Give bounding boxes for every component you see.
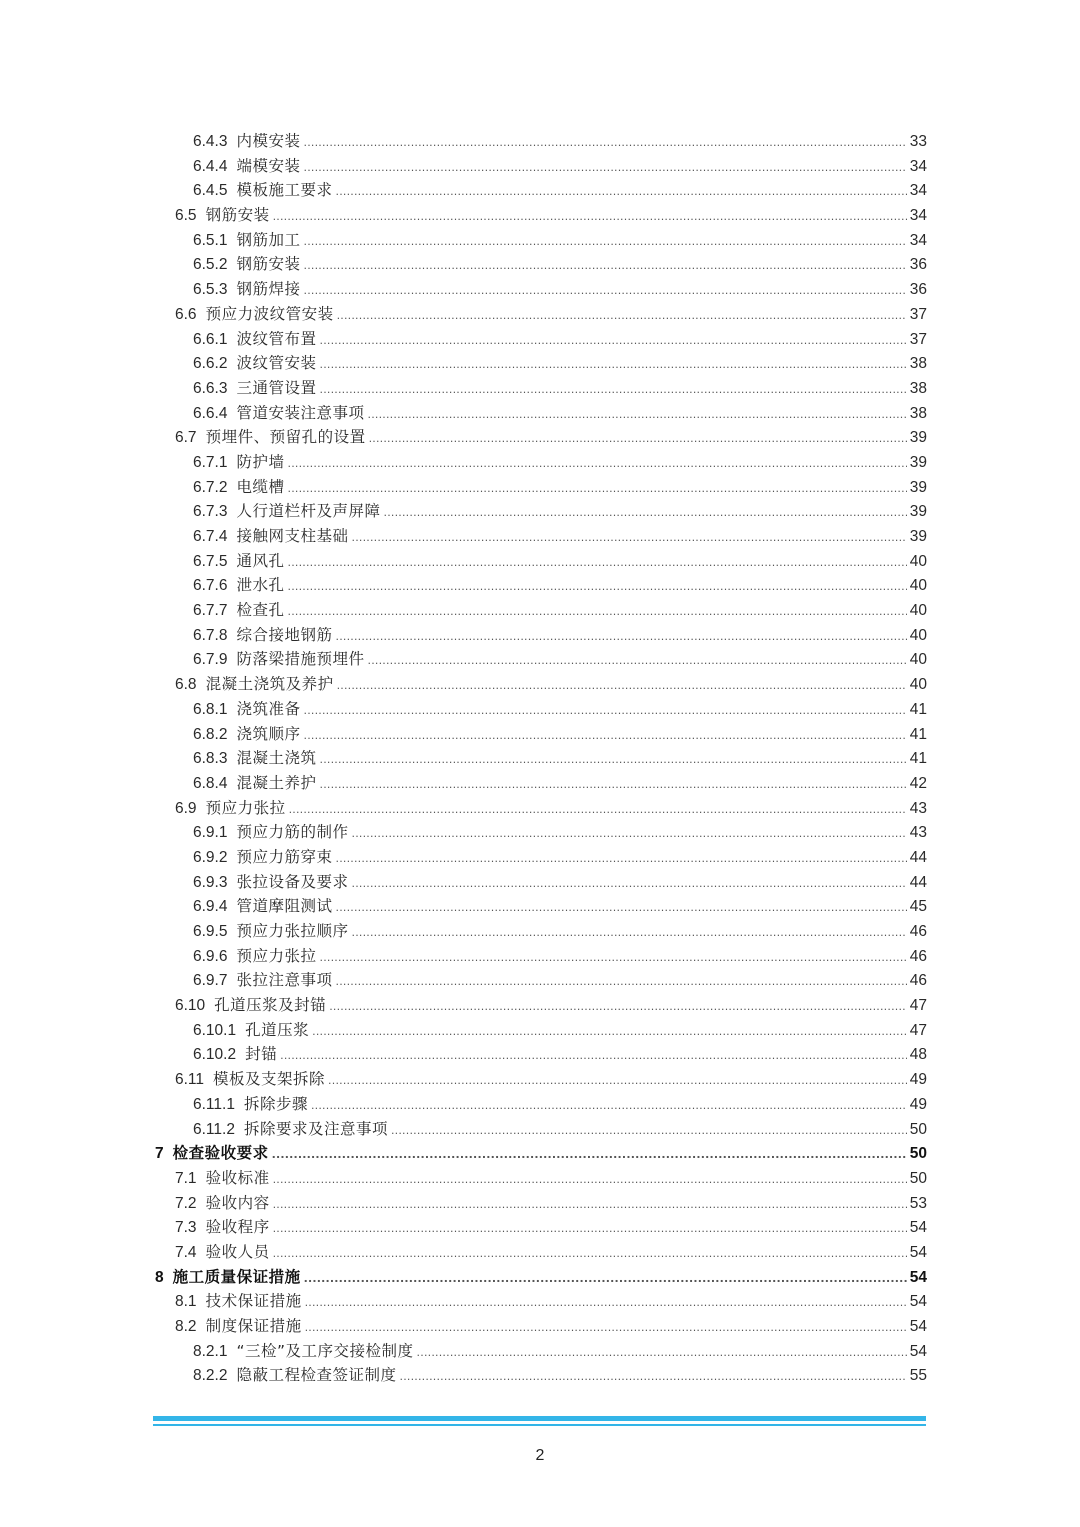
toc-leader-dots <box>304 1267 907 1292</box>
toc-entry-title: 钢筋安装 <box>205 206 270 225</box>
toc-leader-dots <box>320 773 907 798</box>
toc-entry-page: 55 <box>909 1367 927 1385</box>
toc-leader-dots <box>369 427 907 452</box>
toc-entry-number: 7 <box>155 1145 164 1163</box>
toc-entry-number: 7.3 <box>175 1219 197 1237</box>
toc-entry-page: 36 <box>909 256 927 274</box>
toc-entry-page: 34 <box>909 231 927 249</box>
toc-entry-page: 54 <box>909 1318 927 1335</box>
toc-entry-number: 7.1 <box>175 1169 197 1187</box>
toc-entry[interactable] <box>155 1240 927 1265</box>
toc-entry-title: 预应力张拉顺序 <box>236 922 349 940</box>
toc-entry-title: 验收标准 <box>205 1168 270 1187</box>
toc-entry-number: 6.6.4 <box>193 404 228 422</box>
toc-entry-number: 6.10.1 <box>193 1021 237 1039</box>
toc-entry[interactable] <box>155 573 927 598</box>
toc-entry-page: 33 <box>909 133 927 150</box>
toc-leader-dots <box>304 230 907 255</box>
toc-entry-number: 8.1 <box>175 1293 197 1311</box>
toc-entry-title: 混凝土浇筑及养护 <box>205 675 334 694</box>
toc-entry-page: 47 <box>909 997 927 1015</box>
toc-entry-number: 6.7.3 <box>193 503 228 521</box>
toc-entry[interactable] <box>155 1339 927 1364</box>
toc-entry-title: 张拉注意事项 <box>236 971 333 990</box>
toc-entry-page: 38 <box>909 355 927 373</box>
toc-entry-number: 7.2 <box>175 1194 197 1212</box>
toc-entry-title: 端模安装 <box>236 156 301 175</box>
toc-entry[interactable] <box>155 672 927 697</box>
toc-entry-page: 40 <box>909 676 927 694</box>
toc-entry-page: 34 <box>909 157 927 175</box>
toc-entry-page: 36 <box>909 281 927 299</box>
toc-entry[interactable] <box>155 1018 927 1043</box>
toc-entry[interactable] <box>155 425 927 450</box>
toc-leader-dots <box>328 1069 907 1094</box>
toc-leader-dots <box>304 254 907 279</box>
toc-entry[interactable] <box>155 647 927 672</box>
toc-entry-number: 6.5.2 <box>193 256 228 274</box>
toc-entry-title: 钢筋焊接 <box>236 280 301 299</box>
toc-leader-dots <box>337 304 907 329</box>
toc-entry-number: 6.7.2 <box>193 478 228 496</box>
toc-leader-dots <box>312 1020 907 1045</box>
toc-leader-dots <box>320 748 907 773</box>
toc-entry-title: 混凝土浇筑 <box>236 749 317 768</box>
toc-leader-dots <box>273 1168 907 1193</box>
toc-entry-number: 6.9.1 <box>193 824 228 842</box>
toc-entry[interactable] <box>155 598 927 623</box>
toc-entry-title: 预应力筋的制作 <box>236 823 349 842</box>
toc-entry-page: 54 <box>909 1342 927 1360</box>
toc-entry-number: 6.9.7 <box>193 972 228 990</box>
toc-entry-page: 46 <box>909 972 927 990</box>
toc-entry[interactable] <box>155 919 927 944</box>
toc-entry-title: 三通管设置 <box>236 378 317 397</box>
toc-entry-page: 44 <box>909 873 927 891</box>
toc-entry-number: 8.2.2 <box>193 1367 228 1385</box>
toc-leader-dots <box>273 1193 907 1218</box>
toc-entry[interactable] <box>155 376 927 401</box>
toc-entry-title: 波纹管布置 <box>236 329 317 348</box>
toc-entry-number: 6.7.4 <box>193 528 228 545</box>
toc-entry-title: 验收程序 <box>205 1218 270 1237</box>
toc-entry-title: 封锚 <box>245 1045 278 1064</box>
toc-entry[interactable] <box>155 1314 927 1339</box>
toc-leader-dots <box>304 131 907 156</box>
toc-entry-number: 8.2.1 <box>193 1342 228 1360</box>
toc-leader-dots <box>417 1341 907 1366</box>
toc-entry-number: 8 <box>155 1268 164 1286</box>
toc-entry[interactable] <box>155 1067 927 1092</box>
toc-entry-title: 波纹管安装 <box>236 354 317 373</box>
toc-entry-title: 预埋件、预留孔的设置 <box>205 428 366 447</box>
toc-entry[interactable] <box>155 1215 927 1240</box>
toc-entry-title: 预应力筋穿束 <box>236 847 333 866</box>
table-of-contents <box>155 129 927 1388</box>
toc-entry-title: 技术保证措施 <box>205 1292 302 1311</box>
toc-leader-dots <box>305 1291 907 1316</box>
toc-entry-number: 6.9.6 <box>193 947 228 965</box>
toc-leader-dots <box>368 649 907 674</box>
toc-entry-page: 39 <box>909 453 927 471</box>
toc-entry[interactable] <box>155 1166 927 1191</box>
toc-leader-dots <box>320 378 907 403</box>
toc-entry-title: 孔道压浆及封锚 <box>214 996 327 1015</box>
toc-entry-title: 制度保证措施 <box>205 1317 302 1335</box>
toc-entry-title: 检查孔 <box>236 601 285 620</box>
toc-entry-page: 40 <box>909 626 927 644</box>
toc-leader-dots <box>288 551 907 576</box>
toc-entry[interactable] <box>155 968 927 993</box>
toc-entry-page: 39 <box>909 528 927 545</box>
toc-entry[interactable] <box>155 450 927 475</box>
toc-entry-title: 泄水孔 <box>236 576 285 595</box>
toc-entry-title: 拆除要求及注意事项 <box>243 1119 388 1138</box>
toc-entry-page: 41 <box>909 700 927 718</box>
toc-entry-title: 内模安装 <box>236 132 301 150</box>
toc-entry-title: “三检”及工序交接检制度 <box>236 1341 414 1360</box>
toc-entry-title: 管道安装注意事项 <box>236 403 365 422</box>
toc-entry-page: 39 <box>909 429 927 447</box>
toc-leader-dots <box>280 1044 907 1069</box>
toc-entry-number: 6.7 <box>175 429 197 447</box>
toc-entry-title: 预应力张拉 <box>236 946 317 965</box>
toc-entry[interactable] <box>155 820 927 845</box>
toc-entry-title: 隐蔽工程检查签证制度 <box>236 1366 397 1385</box>
toc-entry-number: 6.11 <box>175 1071 205 1089</box>
toc-entry[interactable] <box>155 277 927 302</box>
toc-entry-title: 接触网支柱基础 <box>236 527 349 545</box>
toc-entry[interactable] <box>155 1092 927 1117</box>
toc-entry-number: 6.8.4 <box>193 774 228 792</box>
toc-leader-dots <box>273 205 907 230</box>
toc-entry-title: 电缆槽 <box>236 477 285 496</box>
toc-entry[interactable] <box>155 944 927 969</box>
toc-entry-page: 53 <box>909 1194 927 1212</box>
page-number: 2 <box>535 1447 545 1464</box>
toc-entry-page: 41 <box>909 725 927 743</box>
toc-entry[interactable] <box>155 993 927 1018</box>
toc-leader-dots <box>320 353 907 378</box>
toc-leader-dots <box>336 625 907 650</box>
toc-entry-number: 7.4 <box>175 1243 197 1261</box>
toc-entry-page: 48 <box>909 1046 927 1064</box>
toc-leader-dots <box>288 452 907 477</box>
toc-entry-title: 预应力张拉 <box>205 798 286 817</box>
toc-entry[interactable] <box>155 154 927 179</box>
toc-entry-page: 43 <box>909 799 927 817</box>
toc-entry-number: 6.7.9 <box>193 651 228 669</box>
toc-entry-page: 38 <box>909 404 927 422</box>
toc-entry-page: 42 <box>909 774 927 792</box>
toc-entry[interactable] <box>155 129 927 154</box>
toc-entry-number: 6.7.6 <box>193 577 228 595</box>
toc-entry-number: 6.7.8 <box>193 626 228 644</box>
toc-entry-number: 6.7.1 <box>193 453 228 471</box>
toc-leader-dots <box>352 526 907 551</box>
toc-entry-number: 6.5.3 <box>193 281 228 299</box>
toc-entry-title: 混凝土养护 <box>236 773 317 792</box>
toc-entry[interactable] <box>155 524 927 549</box>
toc-leader-dots <box>352 822 907 847</box>
toc-entry-title: 通风孔 <box>236 551 285 570</box>
toc-entry[interactable] <box>155 845 927 870</box>
toc-entry[interactable] <box>155 252 927 277</box>
toc-leader-dots <box>305 1316 907 1341</box>
toc-entry[interactable] <box>155 228 927 253</box>
toc-entry-title: 孔道压浆 <box>245 1020 310 1039</box>
toc-entry-page: 38 <box>909 379 927 397</box>
toc-entry[interactable] <box>155 178 927 203</box>
toc-leader-dots <box>368 403 907 428</box>
toc-entry-number: 6.5 <box>175 207 197 225</box>
toc-entry-number: 6.7.7 <box>193 602 228 620</box>
toc-entry-page: 49 <box>909 1071 927 1089</box>
toc-entry-page: 41 <box>909 750 927 768</box>
toc-leader-dots <box>272 1143 907 1168</box>
toc-entry-title: 张拉设备及要求 <box>236 872 349 891</box>
toc-entry-number: 6.9.4 <box>193 898 228 916</box>
toc-entry-title: 施工质量保证措施 <box>172 1267 301 1286</box>
toc-leader-dots <box>304 279 907 304</box>
toc-entry[interactable] <box>155 870 927 895</box>
toc-entry-page: 34 <box>909 207 927 225</box>
toc-entry-title: 浇筑准备 <box>236 699 301 718</box>
toc-entry-page: 46 <box>909 947 927 965</box>
toc-entry-page: 50 <box>909 1120 927 1138</box>
toc-entry-number: 6.10.2 <box>193 1046 237 1064</box>
toc-entry-number: 6.8.1 <box>193 700 228 718</box>
toc-entry-number: 6.9.5 <box>193 923 228 940</box>
toc-entry-title: 模板施工要求 <box>236 181 333 200</box>
toc-entry[interactable] <box>155 401 927 426</box>
toc-leader-dots <box>337 674 907 699</box>
toc-leader-dots <box>320 946 907 971</box>
toc-entry-number: 6.6.1 <box>193 330 228 348</box>
toc-leader-dots <box>288 477 907 502</box>
toc-leader-dots <box>289 798 907 823</box>
footer-rule-thick <box>153 1416 926 1421</box>
toc-leader-dots <box>329 995 907 1020</box>
toc-entry-title: 预应力波纹管安装 <box>205 304 334 323</box>
toc-entry[interactable] <box>155 1265 927 1290</box>
toc-entry[interactable] <box>155 1289 927 1314</box>
toc-entry-page: 49 <box>909 1095 927 1113</box>
toc-entry-number: 6.9.3 <box>193 873 228 891</box>
toc-entry-title: 验收内容 <box>205 1193 270 1212</box>
toc-entry-title: 防落梁措施预埋件 <box>236 650 365 669</box>
toc-entry-page: 43 <box>909 824 927 842</box>
toc-entry-page: 50 <box>909 1169 927 1187</box>
toc-entry[interactable] <box>155 697 927 722</box>
toc-entry-page: 40 <box>909 577 927 595</box>
toc-entry-page: 54 <box>909 1219 927 1237</box>
toc-leader-dots <box>352 921 907 946</box>
toc-leader-dots <box>311 1094 907 1119</box>
toc-leader-dots <box>320 329 907 354</box>
toc-entry-page: 40 <box>909 602 927 620</box>
toc-entry-number: 6.6.2 <box>193 355 228 373</box>
toc-entry[interactable] <box>155 623 927 648</box>
toc-entry-title: 模板及支架拆除 <box>213 1070 326 1089</box>
toc-entry-number: 6.11.1 <box>193 1095 235 1113</box>
toc-entry-number: 6.9 <box>175 799 197 817</box>
toc-entry-number: 6.7.5 <box>193 552 228 570</box>
toc-entry[interactable] <box>155 327 927 352</box>
toc-entry-page: 40 <box>909 651 927 669</box>
toc-entry[interactable] <box>155 203 927 228</box>
toc-entry[interactable] <box>155 1042 927 1067</box>
toc-entry-title: 钢筋安装 <box>236 255 301 274</box>
toc-entry-number: 6.8 <box>175 676 197 694</box>
toc-entry[interactable] <box>155 1141 927 1166</box>
toc-entry-page: 39 <box>909 478 927 496</box>
toc-entry[interactable] <box>155 722 927 747</box>
toc-entry[interactable] <box>155 1117 927 1142</box>
toc-entry-number: 6.6.3 <box>193 379 228 397</box>
toc-leader-dots <box>288 600 907 625</box>
toc-leader-dots <box>336 970 907 995</box>
toc-leader-dots <box>391 1119 907 1144</box>
toc-entry[interactable] <box>155 796 927 821</box>
toc-entry[interactable] <box>155 475 927 500</box>
toc-entry-page: 45 <box>909 898 927 916</box>
toc-entry-title: 人行道栏杆及声屏障 <box>236 502 381 521</box>
toc-entry[interactable] <box>155 351 927 376</box>
toc-entry-number: 6.5.1 <box>193 231 228 249</box>
toc-entry-title: 浇筑顺序 <box>236 724 301 743</box>
toc-entry[interactable] <box>155 1191 927 1216</box>
toc-entry-number: 6.10 <box>175 997 206 1015</box>
toc-entry-number: 6.9.2 <box>193 848 228 866</box>
toc-leader-dots <box>336 847 907 872</box>
toc-entry-page: 39 <box>909 503 927 521</box>
toc-entry-page: 37 <box>909 305 927 323</box>
toc-entry-page: 44 <box>909 848 927 866</box>
toc-entry[interactable] <box>155 499 927 524</box>
toc-entry-number: 6.4.4 <box>193 157 228 175</box>
toc-leader-dots <box>336 896 907 921</box>
toc-leader-dots <box>336 180 907 205</box>
toc-entry-page: 46 <box>909 923 927 940</box>
toc-leader-dots <box>304 156 907 181</box>
toc-leader-dots <box>400 1365 907 1390</box>
toc-entry[interactable] <box>155 1363 927 1388</box>
toc-entry-title: 钢筋加工 <box>236 230 301 249</box>
toc-entry[interactable] <box>155 894 927 919</box>
toc-entry[interactable] <box>155 549 927 574</box>
toc-leader-dots <box>273 1242 907 1267</box>
toc-leader-dots <box>384 501 907 526</box>
toc-entry-page: 54 <box>909 1268 927 1286</box>
toc-entry[interactable] <box>155 302 927 327</box>
toc-entry-number: 6.4.3 <box>193 133 228 150</box>
toc-entry-title: 验收人员 <box>205 1242 270 1261</box>
toc-leader-dots <box>352 872 907 897</box>
toc-entry-number: 6.8.2 <box>193 725 228 743</box>
toc-entry-number: 6.8.3 <box>193 750 228 768</box>
toc-entry-title: 综合接地钢筋 <box>236 625 333 644</box>
toc-leader-dots <box>304 699 907 724</box>
toc-entry-title: 防护墙 <box>236 452 285 471</box>
toc-entry-page: 54 <box>909 1293 927 1311</box>
toc-entry[interactable] <box>155 771 927 796</box>
toc-entry-page: 54 <box>909 1243 927 1261</box>
toc-entry-number: 6.4.5 <box>193 182 228 200</box>
toc-entry-title: 检查验收要求 <box>172 1144 269 1163</box>
toc-entry-page: 47 <box>909 1021 927 1039</box>
toc-entry-number: 6.11.2 <box>193 1120 235 1138</box>
toc-entry[interactable] <box>155 746 927 771</box>
toc-entry-page: 34 <box>909 182 927 200</box>
toc-entry-page: 37 <box>909 330 927 348</box>
toc-entry-number: 8.2 <box>175 1318 197 1335</box>
toc-leader-dots <box>273 1217 907 1242</box>
toc-entry-page: 50 <box>909 1145 927 1163</box>
toc-leader-dots <box>288 575 907 600</box>
toc-entry-number: 6.6 <box>175 305 197 323</box>
toc-entry-title: 拆除步骤 <box>243 1094 308 1113</box>
toc-entry-page: 40 <box>909 552 927 570</box>
toc-entry-title: 管道摩阻测试 <box>236 897 333 916</box>
toc-leader-dots <box>304 724 907 749</box>
footer-rule-thin <box>153 1424 926 1426</box>
